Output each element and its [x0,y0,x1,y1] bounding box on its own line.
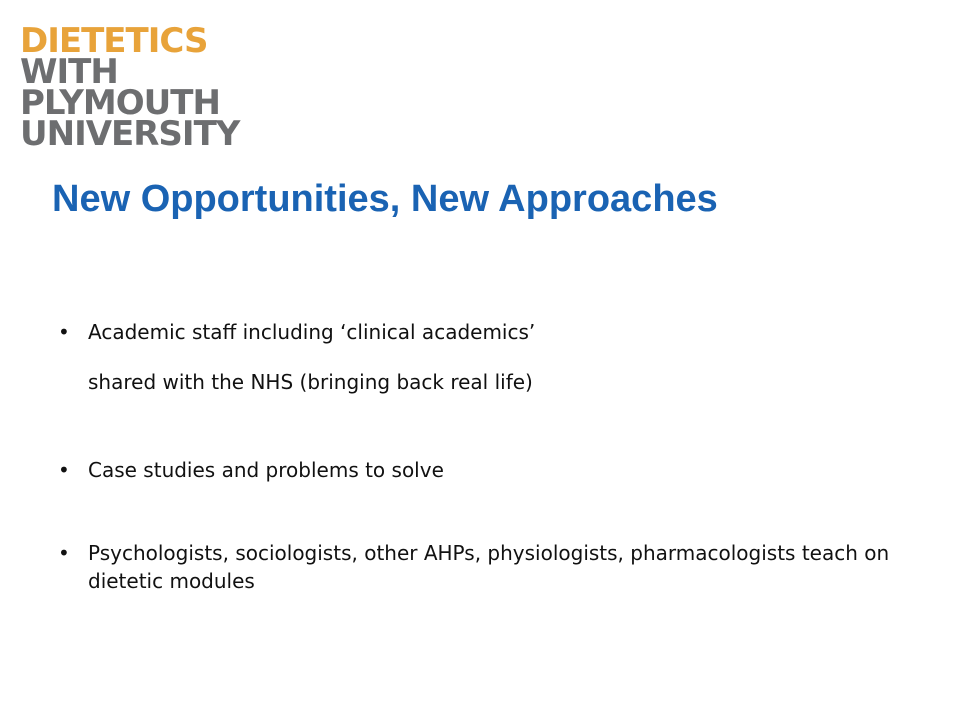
bullet-continuation: shared with the NHS (bringing back real life) [88,370,533,394]
logo-line-plymouth: PLYMOUTH [20,83,220,123]
university-logo [20,21,250,154]
bullet-icon: • [58,541,70,565]
bullet-text: Case studies and problems to solve [88,458,444,482]
logo-line-dietetics: DIETETICS [20,21,208,61]
logo-line-with: WITH [20,52,118,92]
bullet-text: Psychologists, sociologists, other AHPs, physiologists, pharmacologists teach on dietetic modules [88,541,890,593]
bullet-item [58,456,918,484]
bullet-text: Academic staff including ‘clinical academics’ [88,320,536,344]
bullet-item [58,539,918,595]
bullet-item [58,318,918,346]
bullet-icon: • [58,320,70,344]
logo-line-university: UNIVERSITY [20,114,240,154]
bullet-icon: • [58,458,70,482]
slide-title: New Opportunities, New Approaches [52,178,718,220]
bullet-list [58,318,918,595]
